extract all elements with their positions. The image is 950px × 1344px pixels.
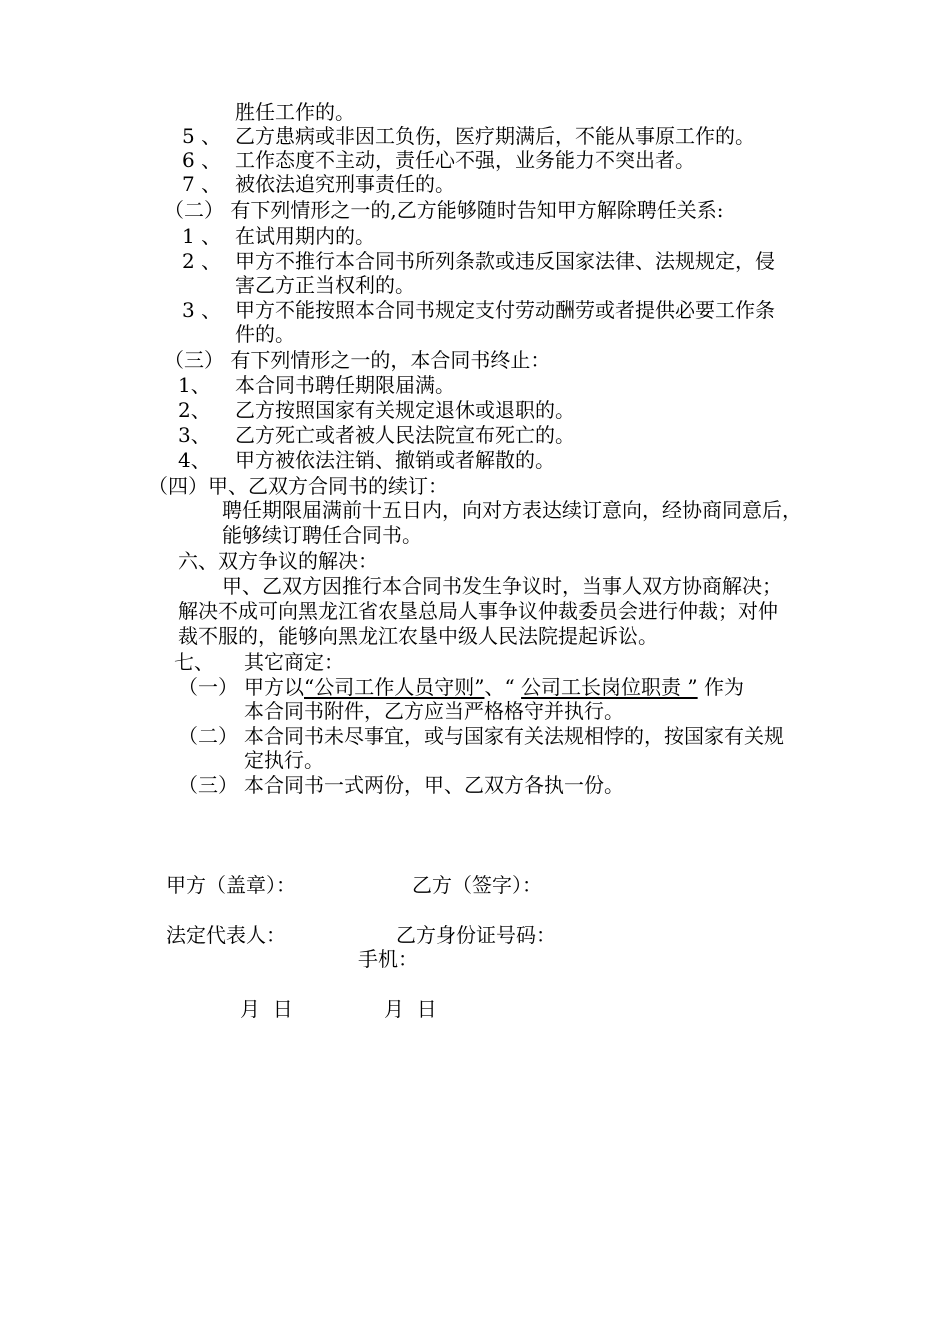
sub-two-item2-text: 甲方不推行本合同书所列条款或违反国家法律、法规规定，侵 <box>235 249 775 273</box>
item5-text: 乙方患病或非因工负伤，医疗期满后，不能从事原工作的。 <box>235 124 755 148</box>
sub-two-item3-continuation: 件的。 <box>235 322 295 346</box>
section-seven-item1-number: （一） <box>178 675 238 699</box>
sub-two-item3-text: 甲方不能按照本合同书规定支付劳动酬劳或者提供必要工作条 <box>235 298 775 322</box>
sub-two-heading: （二） 有下列情形之一的,乙方能够随时告知甲方解除聘任关系: <box>164 198 724 222</box>
section-seven-item1-line <box>244 675 744 699</box>
item7-text: 被依法追究刑事责任的。 <box>235 172 455 196</box>
party-a-date: 月 日 <box>240 997 293 1021</box>
section-seven-number: 七、 <box>174 650 214 674</box>
legal-representative-label: 法定代表人： <box>166 923 286 947</box>
sub-two-item1-number: 1 、 <box>182 224 222 248</box>
sub-three-item4-text: 甲方被依法注销、撤销或者解散的。 <box>235 448 555 472</box>
sub-three-heading: （三） 有下列情形之一的，本合同书终止： <box>164 348 551 372</box>
section-seven-item2-text: 本合同书未尽事宜，或与国家有关法规相悖的，按国家有关规 <box>244 724 784 748</box>
section-seven-item3-number: （三） <box>178 773 238 797</box>
sub-three-item3-text: 乙方死亡或者被人民法院宣布死亡的。 <box>235 423 575 447</box>
party-b-sign-label: 乙方（签字）： <box>412 873 542 897</box>
section-six-line3: 裁不服的，能够向黑龙江农垦中级人民法院提起诉讼。 <box>178 624 658 648</box>
party-b-id-label: 乙方身份证号码： <box>396 923 556 947</box>
phone-label: 手机： <box>358 947 418 971</box>
sub-three-item1-text: 本合同书聘任期限届满。 <box>235 373 455 397</box>
section-six-line2: 解决不成可向黑龙江省农垦总局人事争议仲裁委员会进行仲裁；对仲 <box>178 599 778 623</box>
item1-pre-text: 甲方以 <box>244 675 304 699</box>
sub-two-item3-number: 3 、 <box>182 298 222 322</box>
attachment-foreman-duties: 公司工长岗位职责 ” <box>521 675 698 699</box>
item6-text: 工作态度不主动，责任心不强，业务能力不突出者。 <box>235 148 695 172</box>
sub-three-item4-number: 4、 <box>178 448 211 472</box>
section-six-line1: 甲、乙双方因推行本合同书发生争议时，当事人双方协商解决； <box>222 574 782 598</box>
sub-three-item3-number: 3、 <box>178 423 211 447</box>
item1-separator: 、“ <box>484 675 522 699</box>
section-seven-item1-continuation: 本合同书附件，乙方应当严格格守并执行。 <box>244 699 624 723</box>
section-seven-heading: 其它商定： <box>244 650 344 674</box>
attachment-staff-rules: “公司工作人员守则” <box>304 675 485 699</box>
sub-three-item2-text: 乙方按照国家有关规定退休或退职的。 <box>235 398 575 422</box>
section-seven-item2-continuation: 定执行。 <box>244 748 324 772</box>
item7-number: 7 、 <box>182 172 222 196</box>
sub-three-item2-number: 2、 <box>178 398 211 422</box>
item1-post-text: 作为 <box>697 675 744 699</box>
section-seven-item3-text: 本合同书一式两份，甲、乙双方各执一份。 <box>244 773 624 797</box>
section-six-heading: 六、双方争议的解决： <box>178 549 378 573</box>
sub-two-item1-text: 在试用期内的。 <box>235 224 375 248</box>
party-b-date: 月 日 <box>384 997 437 1021</box>
item4-continuation: 胜任工作的。 <box>235 100 355 124</box>
sub-two-item2-number: 2 、 <box>182 249 222 273</box>
item6-number: 6 、 <box>182 148 222 172</box>
sub-four-line1: 聘任期限届满前十五日内，向对方表达续订意向，经协商同意后， <box>222 498 802 522</box>
section-seven-item2-number: （二） <box>178 724 238 748</box>
sub-three-item1-number: 1、 <box>178 373 211 397</box>
sub-two-item2-continuation: 害乙方正当权利的。 <box>235 273 415 297</box>
party-a-seal-label: 甲方（盖章）： <box>166 873 296 897</box>
sub-four-line2: 能够续订聘任合同书。 <box>222 523 422 547</box>
sub-four-heading: （四）甲、乙双方合同书的续订： <box>148 474 448 498</box>
item5-number: 5 、 <box>182 124 222 148</box>
